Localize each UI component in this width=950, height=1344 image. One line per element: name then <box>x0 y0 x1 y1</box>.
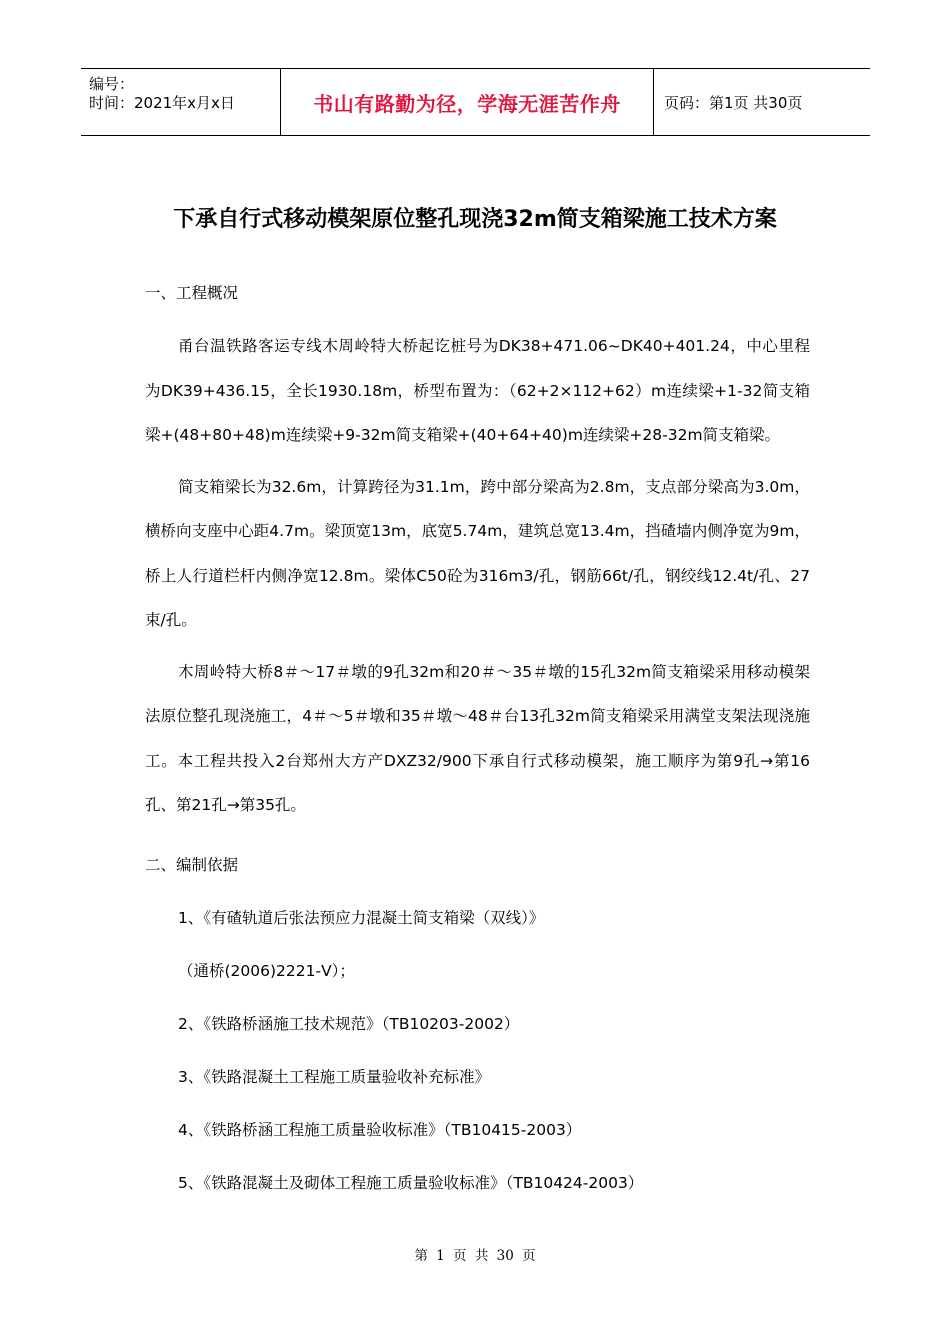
header-motto: 书山有路勤为径，学海无涯苦作舟 <box>280 69 654 135</box>
overview-paragraph-2: 简支箱梁长为32.6m，计算跨径为31.1m，跨中部分梁高为2.8m，支点部分梁高为3.0m，横桥向支座中心距4.7m。梁顶宽13m，底宽5.74m，建筑总宽13.4m，挡碴墙内侧净宽为9m，桥上人行道栏杆内侧净宽12.8m。梁体C50砼为316m3/孔，钢筋66t/孔，钢绞线12.4t/孔、27束/孔。 <box>145 477 810 629</box>
document-time-label: 时间：2021年x月x日 <box>89 94 235 112</box>
basis-item-2: 2、《铁路桥涵施工技术规范》（TB10203-2002） <box>178 1014 520 1033</box>
document-number-label: 编号： <box>89 75 135 93</box>
section-heading-basis: 二、编制依据 <box>145 855 239 874</box>
header-meta <box>81 69 280 135</box>
basis-item-4: 4、《铁路桥涵工程施工质量验收标准》（TB10415-2003） <box>178 1120 582 1139</box>
basis-item-3: 3、《铁路混凝土工程施工质量验收补充标准》 <box>178 1067 491 1086</box>
document-title: 下承自行式移动模架原位整孔现浇32m简支箱梁施工技术方案 <box>173 207 777 232</box>
header-page-info: 页码：第1页 共30页 <box>664 93 803 112</box>
basis-item-1-code: （通桥(2006)2221-V）； <box>178 961 355 980</box>
basis-item-5: 5、《铁路混凝土及砌体工程施工质量验收标准》（TB10424-2003） <box>178 1173 644 1192</box>
section-heading-overview: 一、工程概况 <box>145 284 239 302</box>
overview-paragraph-3: 木周岭特大桥8＃～17＃墩的9孔32m和20＃～35＃墩的15孔32m简支箱梁采用移动模架法原位整孔现浇施工，4＃～5＃墩和35＃墩～48＃台13孔32m简支箱梁采用满堂支架法现浇施工。本工程共投入2台郑州大方产DXZ32/900下承自行式移动模架，施工顺序为第9孔→第16孔、第21孔→第35孔。 <box>145 662 810 814</box>
page-header <box>81 68 870 136</box>
page-footer: 第 1 页 共 30 页 <box>414 1248 536 1264</box>
document-body <box>145 278 810 1198</box>
overview-paragraph-1: 甬台温铁路客运专线木周岭特大桥起讫桩号为DK38+471.06~DK40+401.24，中心里程为DK39+436.15，全长1930.18m，桥型布置为：（62+2×112+62）m连续梁+1-32简支箱梁+(48+80+48)m连续梁+9-32m简支箱梁+(40+64+40)m连续梁+28-32m简支箱梁。 <box>145 337 810 444</box>
basis-item-1: 1、《有碴轨道后张法预应力混凝土简支箱梁（双线）》 <box>178 908 545 927</box>
